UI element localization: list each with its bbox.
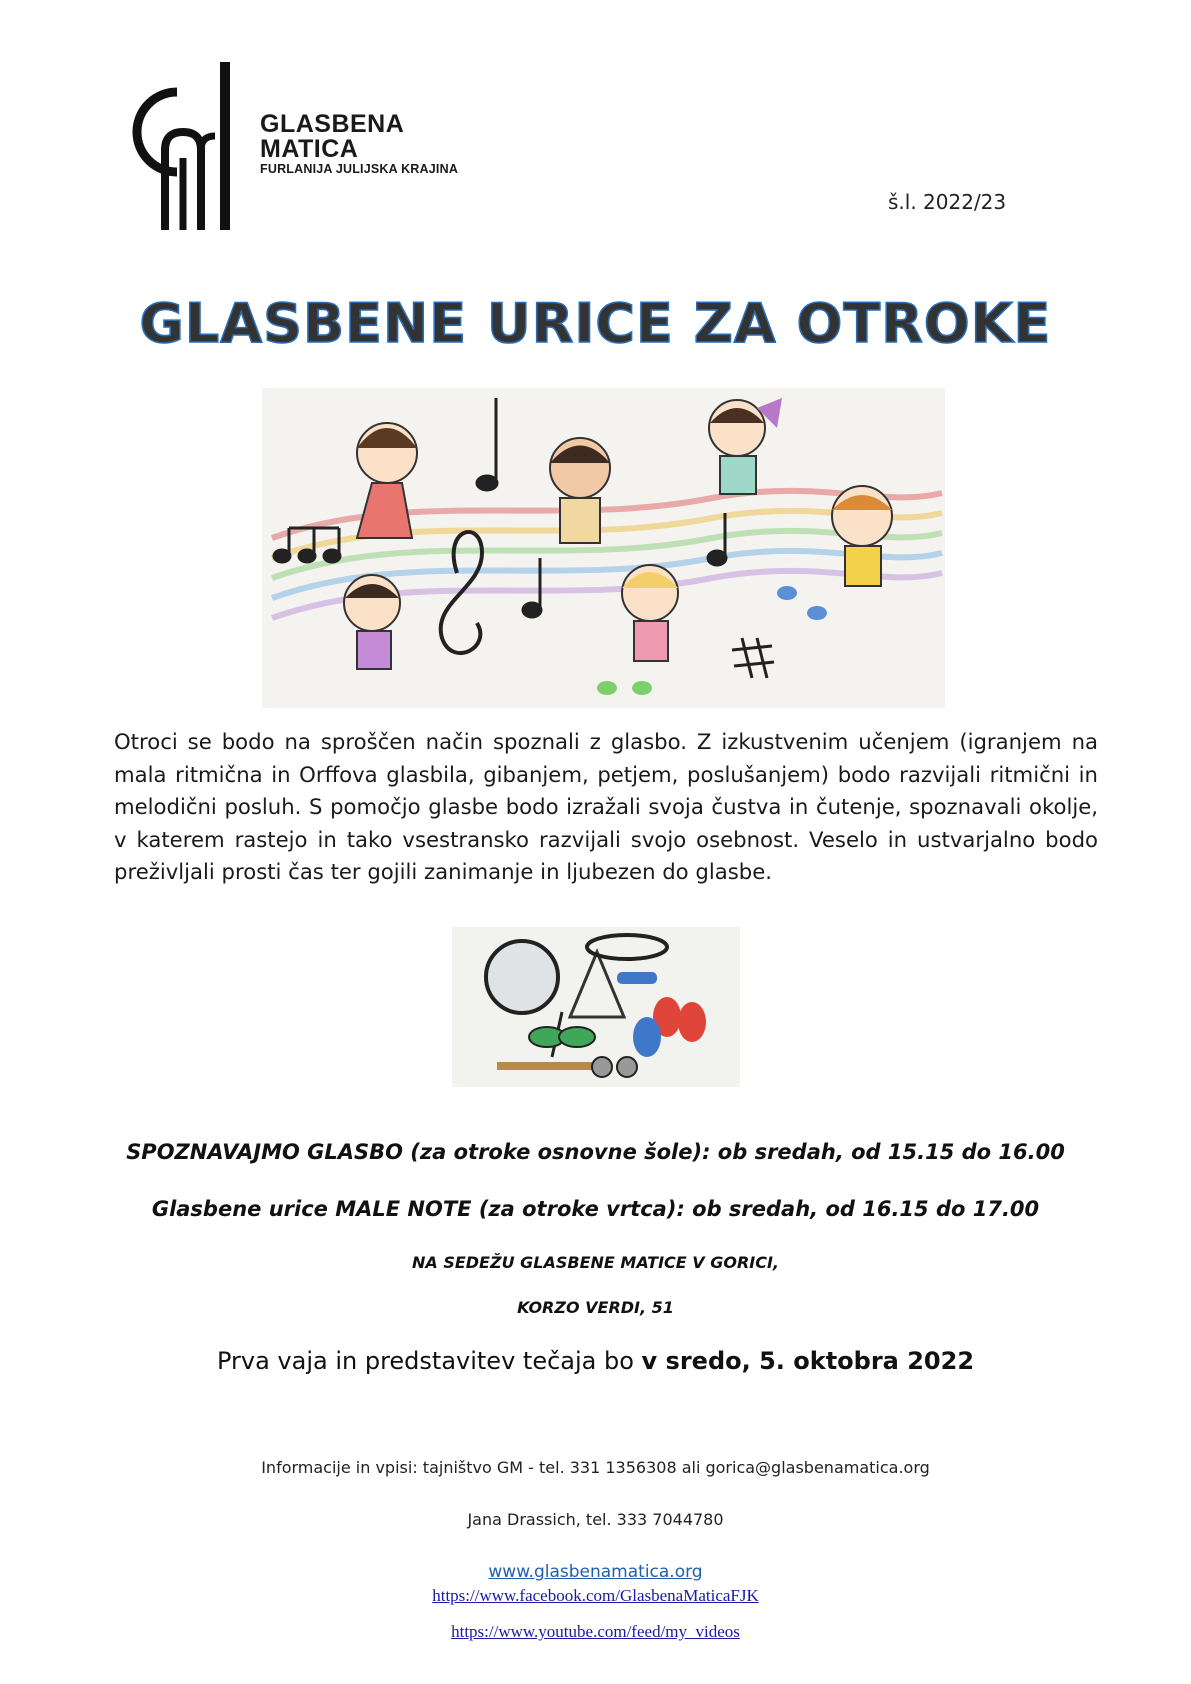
- facebook-link[interactable]: https://www.facebook.com/GlasbenaMaticaFJK: [432, 1586, 759, 1605]
- first-lesson: [0, 1347, 1191, 1375]
- contact-info: Informacije in vpisi: tajništvo GM - tel. 331 1356308 ali gorica@glasbenamatica.org: [261, 1458, 930, 1477]
- glasbena-matica-logo-icon: [125, 62, 235, 230]
- schedule-line-primary-school: SPOZNAVAJMO GLASBO (za otroke osnovne šole): ob sredah, od 15.15 do 16.00: [126, 1140, 1065, 1164]
- instruments-illustration: [452, 927, 740, 1087]
- website-link[interactable]: www.glasbenamatica.org: [488, 1562, 703, 1582]
- contact-teacher: Jana Drassich, tel. 333 7044780: [467, 1510, 724, 1529]
- first-lesson-text: Prva vaja in predstavitev tečaja bo: [216, 1347, 642, 1375]
- schedule-line-kindergarten: Glasbene urice MALE NOTE (za otroke vrtca): ob sredah, od 16.15 do 17.00: [151, 1197, 1040, 1221]
- venue-line-1: NA SEDEŽU GLASBENE MATICE V GORICI,: [411, 1253, 780, 1272]
- page-title: GLASBENE URICE ZA OTROKE: [139, 292, 1052, 355]
- children-music-illustration: [262, 388, 945, 708]
- logo-name-line1: GLASBENA: [260, 110, 405, 138]
- venue-line-2: KORZO VERDI, 51: [517, 1298, 674, 1317]
- logo-name-line2: MATICA: [260, 135, 359, 163]
- youtube-link[interactable]: https://www.youtube.com/feed/my_videos: [451, 1622, 740, 1641]
- first-lesson-date: v sredo, 5. oktobra 2022: [641, 1347, 975, 1375]
- school-year: š.l. 2022/23: [888, 190, 1007, 214]
- logo-name: [260, 112, 404, 162]
- intro-paragraph: Otroci se bodo na sproščen način spoznali z glasbo. Z izkustvenim učenjem (igranjem na mala ritmična in Orffova glasbila, gibanjem, petjem, poslušanjem) bodo razvijali ritmični in melodični posluh. S pomočjo glasbe bodo izražali svoja čustva in čutenje, spoznavali okolje, v katerem rastejo in tako vsestransko razvijali svojo osebnost. Veselo in ustvarjalno bodo preživljali prosti čas ter gojili zanimanje in ljubezen do glasbe.: [114, 729, 1098, 884]
- logo-subtitle: FURLANIJA JULIJSKA KRAJINA: [260, 162, 459, 176]
